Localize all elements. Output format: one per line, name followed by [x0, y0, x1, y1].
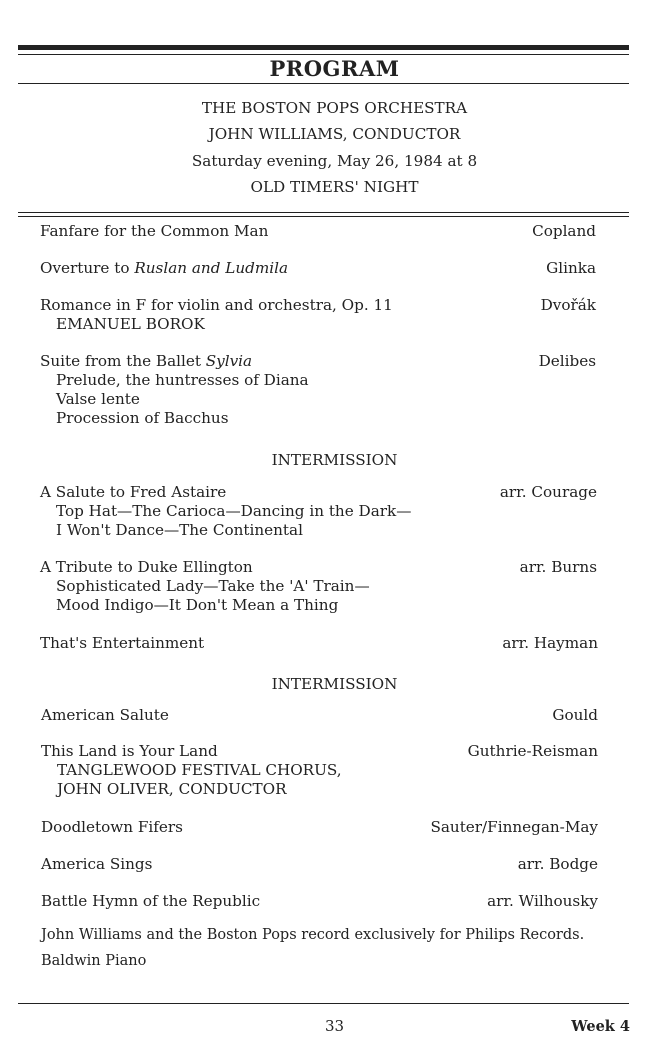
- program-item-medley: Top Hat—The Carioca—Dancing in the Dark—: [56, 502, 412, 520]
- week-label: Week 4: [571, 1018, 630, 1035]
- program-item-composer: arr. Courage: [499, 483, 597, 501]
- program-item-medley: Mood Indigo—It Don't Mean a Thing: [56, 596, 339, 614]
- program-item-title: America Sings: [41, 855, 153, 873]
- title-rule: [18, 83, 629, 84]
- program-item-composer: arr. Wilhousky: [487, 892, 598, 910]
- program-item-medley: I Won't Dance—The Continental: [56, 521, 303, 539]
- piano-note: Baldwin Piano: [41, 953, 147, 969]
- top-thin-rule: [18, 54, 629, 55]
- program-item-title: American Salute: [41, 706, 169, 724]
- program-item-medley: Sophisticated Lady—Take the 'A' Train—: [56, 577, 370, 595]
- concert-date: Saturday evening, May 26, 1984 at 8: [191, 152, 478, 170]
- program-item-title: [40, 352, 252, 371]
- program-rule-upper: [18, 212, 629, 213]
- program-item-title: This Land is Your Land: [41, 742, 218, 760]
- title-prefix: Suite from the Ballet: [40, 352, 206, 370]
- program-item-title: A Salute to Fred Astaire: [40, 483, 227, 501]
- program-item-composer: arr. Hayman: [502, 634, 598, 652]
- conductor-name: JOHN WILLIAMS, CONDUCTOR: [208, 125, 461, 143]
- program-item-composer: Guthrie-Reisman: [467, 742, 598, 760]
- program-item-movement: Valse lente: [56, 390, 140, 408]
- program-item-composer: Glinka: [546, 259, 596, 277]
- footer-rule: [18, 1003, 629, 1004]
- program-item-performer: JOHN OLIVER, CONDUCTOR: [57, 780, 287, 798]
- program-item-composer: arr. Bodge: [517, 855, 598, 873]
- intermission-label: INTERMISSION: [271, 675, 398, 693]
- program-item-movement: Prelude, the huntresses of Diana: [56, 371, 309, 389]
- page-number: 33: [324, 1017, 345, 1035]
- program-item-composer: arr. Burns: [519, 558, 597, 576]
- program-item-title: Fanfare for the Common Man: [40, 222, 269, 240]
- title-italic: Ruslan and Ludmila: [134, 259, 289, 277]
- title-prefix: Overture to: [40, 259, 135, 277]
- orchestra-name: THE BOSTON POPS ORCHESTRA: [201, 99, 468, 117]
- program-item-composer: Dvořák: [540, 296, 596, 314]
- program-item-composer: Copland: [532, 222, 596, 240]
- program-item-composer: Delibes: [538, 352, 596, 370]
- program-item-composer: Gould: [552, 706, 598, 724]
- program-rule-lower: [18, 216, 629, 217]
- title-italic: Sylvia: [205, 352, 253, 370]
- top-thick-rule: [18, 45, 629, 50]
- program-item-title: Romance in F for violin and orchestra, Op. 11: [40, 296, 393, 314]
- program-item-movement: Procession of Bacchus: [56, 409, 229, 427]
- concert-occasion: OLD TIMERS' NIGHT: [250, 178, 419, 196]
- program-item-composer: Sauter/Finnegan-May: [430, 818, 598, 836]
- program-item-performer: TANGLEWOOD FESTIVAL CHORUS,: [57, 761, 342, 779]
- program-item-title: A Tribute to Duke Ellington: [40, 558, 253, 576]
- program-item-title: [40, 259, 288, 278]
- page-title: PROGRAM: [269, 56, 400, 81]
- program-item-title: Battle Hymn of the Republic: [41, 892, 261, 910]
- program-item-title: That's Entertainment: [40, 634, 205, 652]
- recording-note: John Williams and the Boston Pops record exclusively for Philips Records.: [41, 927, 585, 943]
- intermission-label: INTERMISSION: [271, 451, 398, 469]
- program-item-title: Doodletown Fifers: [41, 818, 183, 836]
- program-item-soloist: EMANUEL BOROK: [56, 315, 205, 333]
